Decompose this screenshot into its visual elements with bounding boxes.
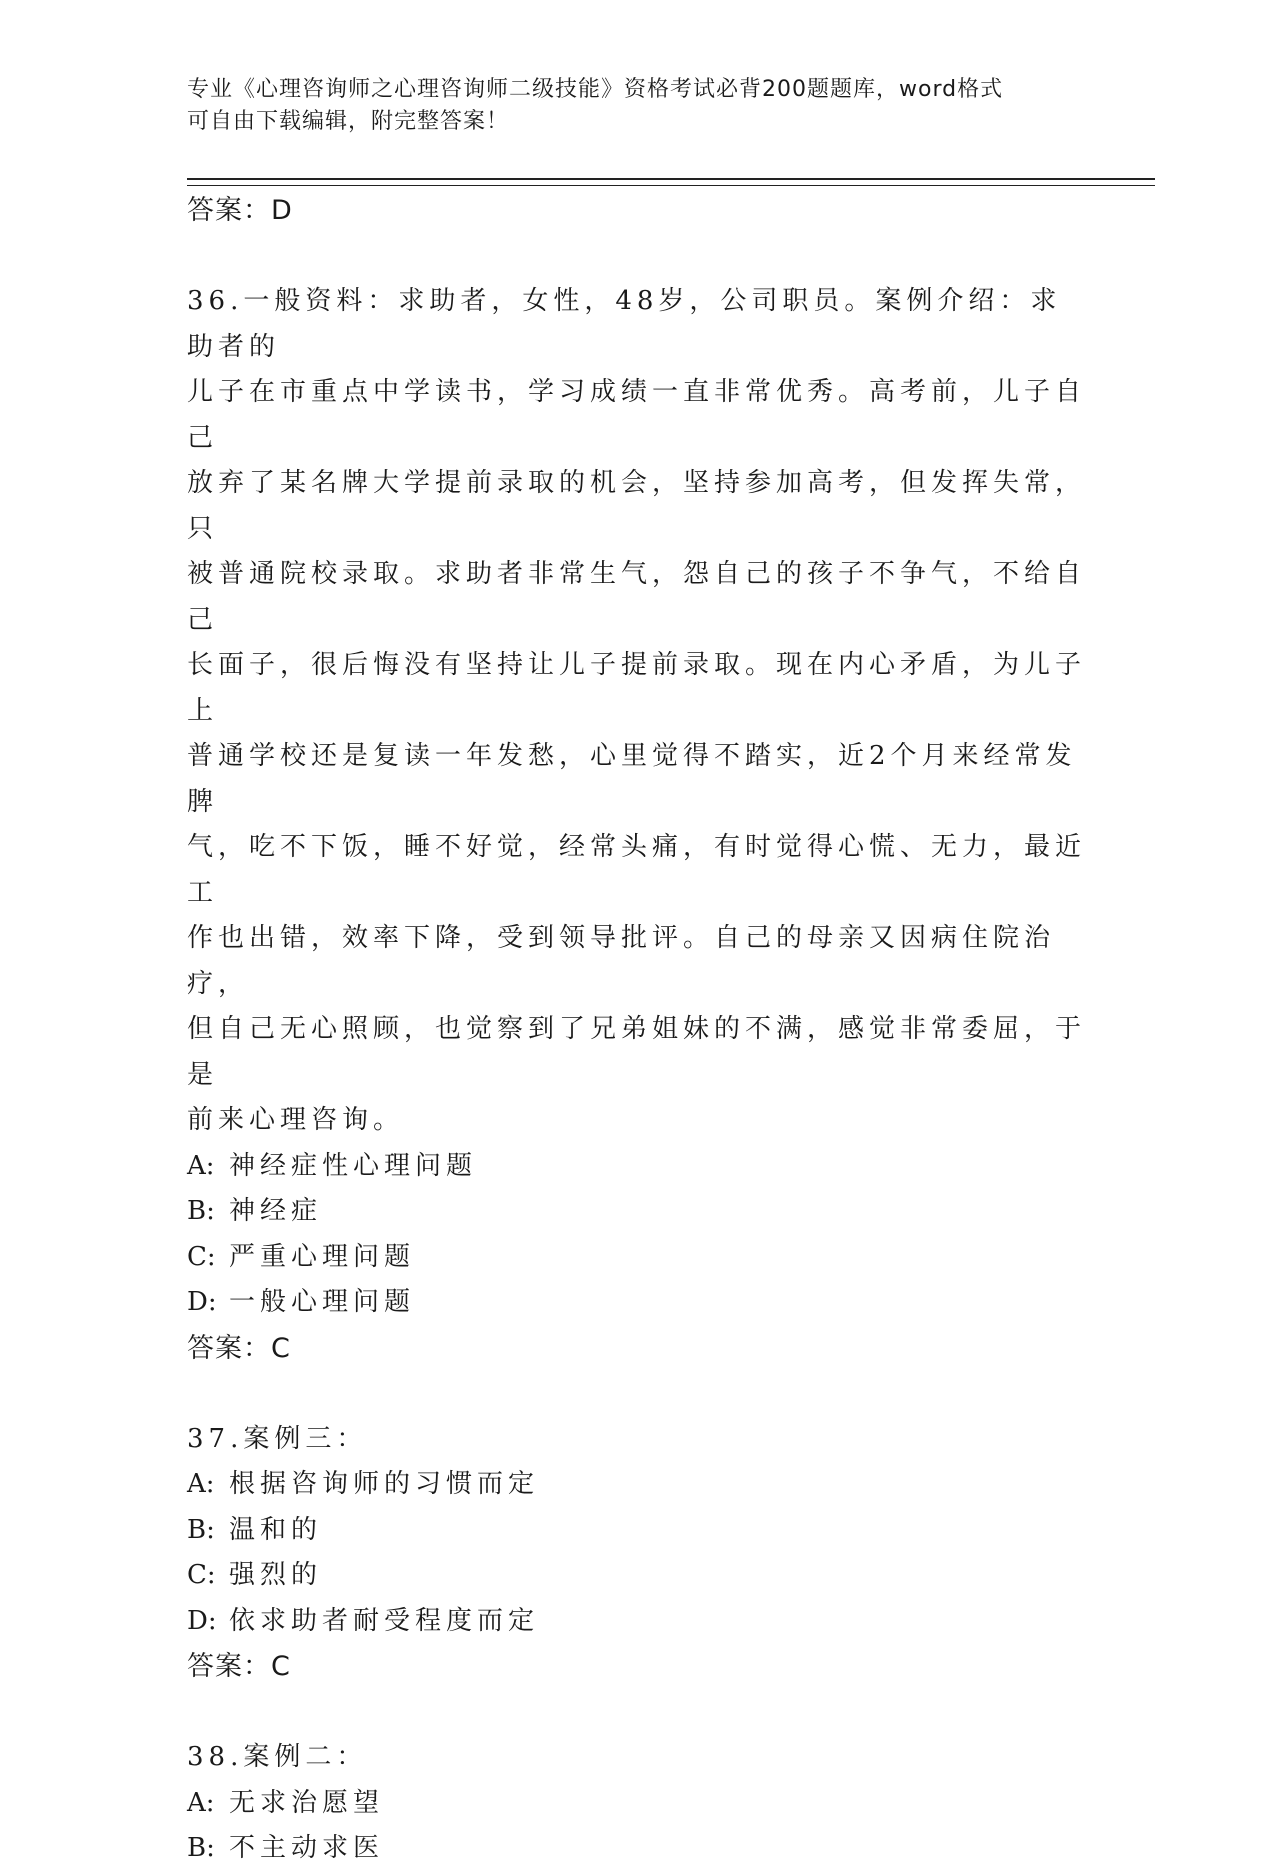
option-d: D: 一般心理问题	[187, 1287, 416, 1317]
document-body	[187, 188, 1087, 1872]
stem-line: 被普通院校录取。求助者非常生气，怨自己的孩子不争气，不给自己	[187, 559, 1087, 635]
stem-line: 前来心理咨询。	[187, 1105, 405, 1135]
stem-line: 但自己无心照顾，也觉察到了兄弟姐妹的不满，感觉非常委屈，于是	[187, 1014, 1087, 1090]
stem-line: 作也出错，效率下降，受到领导批评。自己的母亲又因病住院治疗，	[187, 923, 1056, 999]
stem-line: 放弃了某名牌大学提前录取的机会，坚持参加高考，但发挥失常，只	[187, 468, 1087, 544]
header-divider	[187, 178, 1155, 186]
answer-line: 答案：C	[187, 1332, 291, 1364]
stem-line: 37.案例三：	[187, 1423, 368, 1454]
stem-line: 长面子，很后悔没有坚持让儿子提前录取。现在内心矛盾，为儿子上	[187, 650, 1087, 726]
header-line-1: 专业《心理咨询师之心理咨询师二级技能》资格考试必背200题题库，word格式	[187, 77, 1004, 102]
stem-line: 普通学校还是复读一年发愁，心里觉得不踏实，近2个月来经常发脾	[187, 741, 1077, 817]
header-line-2: 可自由下载编辑，附完整答案！	[187, 109, 510, 134]
question-stem	[187, 1417, 1087, 1463]
option-a: A: 根据咨询师的习惯而定	[187, 1469, 540, 1499]
question-37	[187, 1417, 1087, 1691]
option-a: A: 神经症性心理问题	[187, 1150, 478, 1181]
stem-line: 气，吃不下饭，睡不好觉，经常头痛，有时觉得心慌、无力，最近工	[187, 832, 1087, 908]
option-b: B: 神经症	[187, 1196, 323, 1226]
option-c: C: 强烈的	[187, 1560, 323, 1590]
option-c: C: 严重心理问题	[187, 1241, 416, 1272]
answer-line: 答案：C	[187, 1651, 291, 1682]
stem-line: 36.一般资料：求助者，女性，48岁，公司职员。案例介绍：求助者的	[187, 286, 1062, 362]
stem-line: 儿子在市重点中学读书，学习成绩一直非常优秀。高考前，儿子自己	[187, 377, 1087, 453]
option-b: B: 温和的	[187, 1514, 323, 1545]
question-stem	[187, 279, 1087, 1144]
document-header	[187, 74, 1087, 138]
option-b: B: 不主动求医	[187, 1833, 385, 1863]
question-stem	[187, 1735, 1087, 1781]
question-38	[187, 1735, 1087, 1872]
answer-line: 答案：D	[187, 195, 293, 226]
option-a: A: 无求治愿望	[187, 1787, 385, 1818]
question-36	[187, 279, 1087, 1372]
option-d: D: 依求助者耐受程度而定	[187, 1605, 540, 1636]
stem-line: 38.案例二：	[187, 1742, 368, 1772]
